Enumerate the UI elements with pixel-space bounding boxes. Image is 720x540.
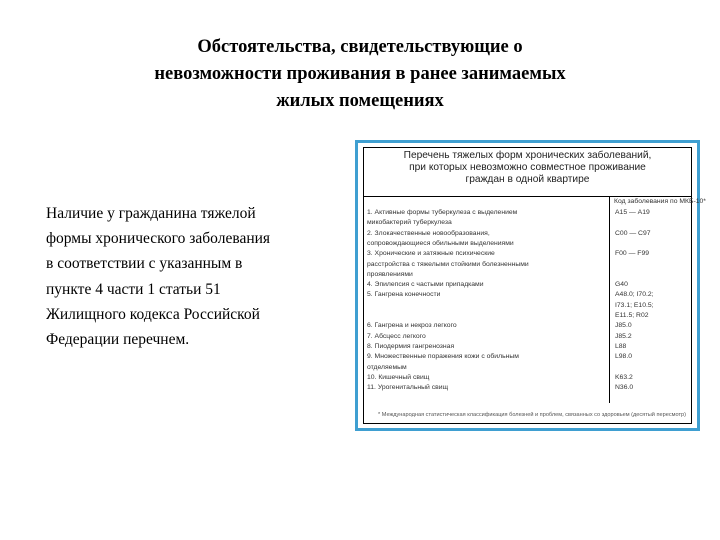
table-row [367, 229, 688, 238]
icd-code: С00 — С97 [615, 229, 651, 237]
title-line: жилых помещениях [276, 91, 444, 111]
icd-code: E11.5; R02 [615, 312, 649, 319]
icd-code: I73.1; E10.5; [615, 301, 654, 309]
disease-name: микобактерий туберкулеза [367, 219, 452, 227]
table-row [367, 208, 688, 217]
table-row [367, 342, 688, 351]
document-footnote: * Международная статистическая классификация болезней и проблем, связанных со здоровьем (десятый пересмотр) [378, 412, 686, 418]
document-page [363, 147, 706, 424]
table-row [367, 301, 688, 310]
table-row [367, 332, 688, 341]
icd-code: J85.0 [615, 322, 632, 330]
table-row [367, 280, 688, 289]
table-row [367, 270, 688, 279]
document-title-line: Перечень тяжелых форм хронических заболеваний, [403, 150, 652, 161]
body-line: в соответствии с указанным в [46, 255, 243, 273]
icd-code: L88 [615, 342, 627, 350]
icd-code: G40 [615, 281, 628, 289]
table-row [367, 311, 688, 320]
disease-name: сопровождающиеся обильными выделениями [367, 239, 514, 247]
icd-code: K63.2 [615, 373, 633, 381]
body-line: Наличие у гражданина тяжелой [46, 205, 256, 222]
document-title [364, 148, 691, 186]
disease-name: 1. Активные формы туберкулеза с выделением [367, 209, 518, 216]
disease-name: 7. Абсцесс легкого [367, 332, 426, 340]
code-column-header: Код заболевания по МКБ-10* [614, 198, 706, 205]
table-row [367, 363, 688, 372]
disease-name: 10. Кишечный свищ [367, 373, 430, 381]
table-row [367, 260, 688, 269]
body-line: Федерации перечнем. [46, 331, 190, 349]
table-row [367, 249, 688, 258]
icd-code: А15 — А19 [615, 209, 650, 216]
body-line: Жилищного кодекса Российской [46, 305, 260, 323]
disease-name: 2. Злокачественные новообразования, [367, 229, 490, 237]
table-row [367, 290, 688, 299]
icd-code: J85.2 [615, 332, 632, 340]
table-row [367, 218, 688, 227]
icd-code: L98.0 [615, 353, 633, 361]
disease-name: расстройства с тяжелыми стойкими болезненными [367, 260, 529, 268]
disease-name: 3. Хронические и затяжные психические [367, 250, 495, 258]
table-row [367, 239, 688, 248]
document-title-line: граждан в одной квартире [465, 174, 590, 185]
disease-name: 9. Множественные поражения кожи с обильным [367, 353, 519, 361]
disease-name: отделяемым [367, 363, 407, 371]
icd-code: F00 — F99 [615, 250, 649, 258]
icd-code: А48.0; I70.2; [615, 291, 654, 299]
body-line: пункте 4 части 1 статьи 51 [46, 280, 221, 298]
title-line: Обстоятельства, свидетельствующие о [197, 37, 523, 57]
slide-title [60, 34, 660, 115]
body-text [46, 201, 346, 352]
table-row [367, 352, 688, 361]
disease-name: 8. Пиодермия гангренозная [367, 342, 455, 350]
icd-code: N36.0 [615, 384, 634, 392]
document-image-frame [355, 140, 706, 431]
table-row [367, 321, 688, 330]
disease-name: 6. Гангрена и некроз легкого [367, 322, 457, 330]
table-row [367, 383, 688, 392]
disease-name: 5. Гангрена конечности [367, 291, 441, 299]
disease-name: 11. Урогенитальный свищ [367, 384, 449, 392]
disease-name: 4. Эпилепсия с частыми припадками [367, 281, 484, 289]
title-line: невозможности проживания в ранее занимаемых [154, 64, 566, 84]
disease-name: проявлениями [367, 270, 413, 278]
table-row [367, 373, 688, 382]
body-line: формы хронического заболевания [46, 230, 271, 248]
document-title-line: при которых невозможно совместное проживание [409, 162, 646, 173]
